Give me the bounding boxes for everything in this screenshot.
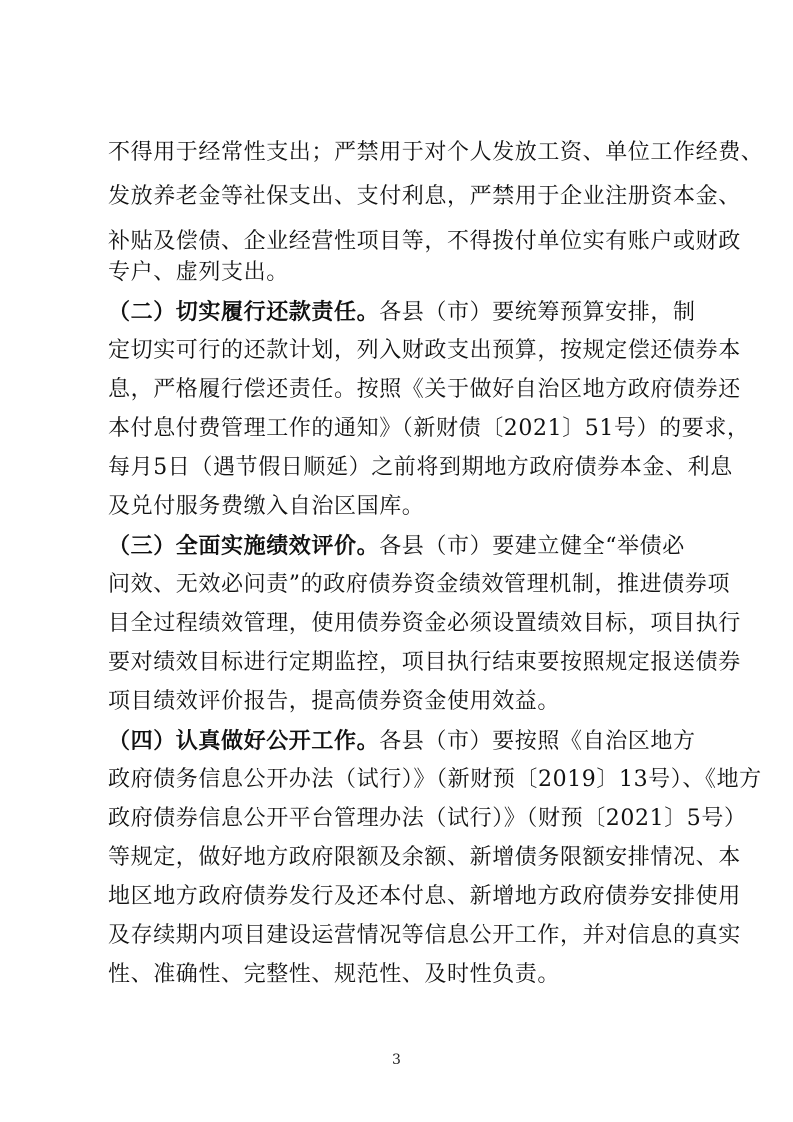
paragraph-line: 专户、虚列支出。: [108, 260, 289, 285]
paragraph-line: 每月5日（遇节假日顺延）之前将到期地方政府债券本金、利息: [108, 455, 733, 480]
paragraph-line: 定切实可行的还款计划，列入财政支出预算，按规定偿还债券本: [108, 338, 741, 363]
paragraph-line: 发放养老金等社保支出、支付利息，严禁用于企业注册资本金、: [108, 184, 741, 209]
section-two-first-line: [108, 299, 696, 325]
section-three-heading: （三）全面实施绩效评价。: [108, 533, 380, 559]
paragraph-line: 要对绩效目标进行定期监控，项目执行结束要按照规定报送债券: [108, 650, 741, 675]
section-three-first-line-rest: 各县（市）要建立健全“举债必: [379, 534, 685, 559]
paragraph-line: 项目绩效评价报告，提高债券资金使用效益。: [108, 689, 561, 714]
paragraph-line: 性、准确性、完整性、规范性、及时性负责。: [108, 962, 561, 987]
paragraph-line: 补贴及偿债、企业经营性项目等，不得拨付单位实有账户或财政: [108, 229, 741, 254]
paragraph-line: 本付息付费管理工作的通知》（新财债〔2021〕51号）的要求，: [108, 416, 750, 441]
paragraph-line: 及存续期内项目建设运营情况等信息公开工作，并对信息的真实: [108, 923, 741, 948]
paragraph-line: 地区地方政府债券发行及还本付息、新增地方政府债券安排使用: [108, 884, 741, 909]
paragraph-line: 问效、无效必问责”的政府债券资金绩效管理机制，推进债券项: [108, 572, 731, 597]
paragraph-line: 等规定，做好地方政府限额及余额、新增债务限额安排情况、本: [108, 845, 741, 870]
paragraph-line: 息，严格履行偿还责任。按照《关于做好自治区地方政府债券还: [108, 377, 741, 402]
section-two-heading: （二）切实履行还款责任。: [108, 299, 380, 325]
section-four-first-line: [108, 728, 696, 754]
paragraph-line: 目全过程绩效管理，使用债券资金必须设置绩效目标，项目执行: [108, 611, 741, 636]
section-two-first-line-rest: 各县（市）要统筹预算安排，制: [379, 300, 696, 325]
section-four-heading: （四）认真做好公开工作。: [108, 728, 380, 754]
page-number: 3: [392, 1052, 401, 1068]
paragraph-line: 政府债务信息公开办法（试行）》（新财预〔2019〕13号）、《地方: [108, 767, 762, 792]
paragraph-line: 不得用于经常性支出；严禁用于对个人发放工资、单位工作经费、: [108, 140, 764, 165]
paragraph-line: 政府债券信息公开平台管理办法（试行）》（财预〔2021〕5号）: [108, 806, 747, 831]
section-three-first-line: [108, 534, 688, 559]
section-four-first-line-rest: 各县（市）要按照《自治区地方: [379, 729, 696, 754]
paragraph-line: 及兑付服务费缴入自治区国库。: [108, 494, 425, 519]
